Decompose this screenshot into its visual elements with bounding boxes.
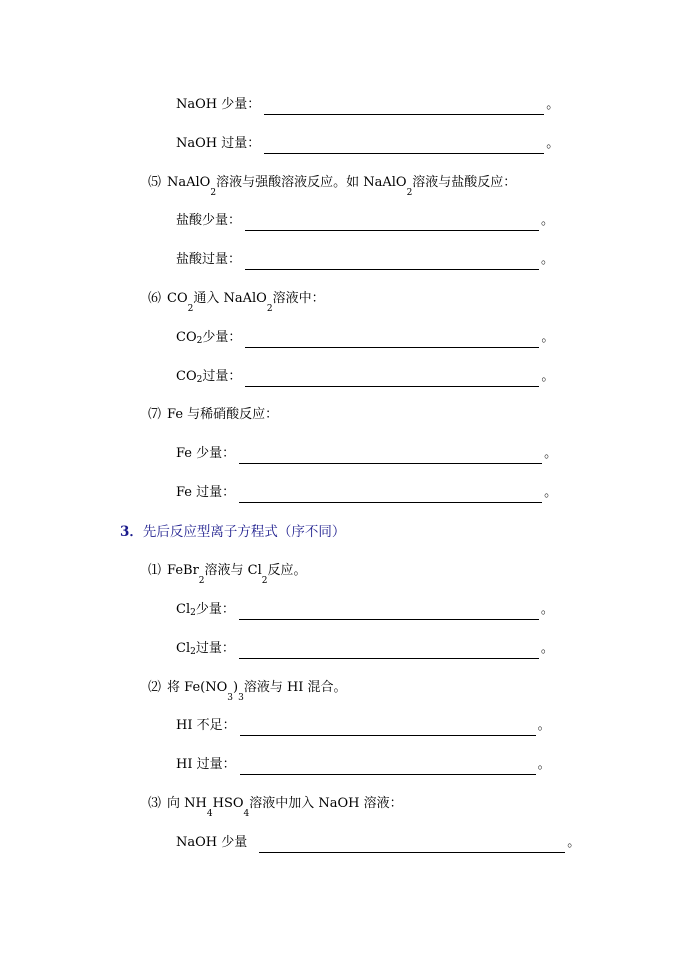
- period: 。: [540, 641, 554, 656]
- label-naoh-few-2: NaOH 少量: [176, 835, 248, 850]
- question-text: 溶液与强酸溶液反应。如 NaAlO: [216, 175, 407, 190]
- answer-line-cl2-excess: [176, 639, 554, 659]
- answer-line-naoh-few-2: [176, 833, 580, 853]
- answer-line-naoh-excess: [176, 134, 559, 154]
- period: 。: [541, 252, 555, 267]
- label-hi-insufficient: HI 不足：: [176, 718, 236, 733]
- question-1: ⑴ FeBr 2 溶液与 Cl 2 反应。: [148, 563, 307, 586]
- period: 。: [540, 602, 554, 617]
- period: 。: [541, 213, 555, 228]
- answer-blank[interactable]: [259, 838, 565, 853]
- answer-blank[interactable]: [245, 372, 539, 387]
- label-hcl-few: 盐酸少量：: [176, 213, 242, 228]
- answer-blank[interactable]: [245, 333, 539, 348]
- label-co2-few: $CO_2$少量：: [176, 330, 242, 346]
- answer-line-hi-insufficient: [176, 716, 551, 736]
- question-number: ⑸: [148, 175, 162, 190]
- answer-blank[interactable]: [239, 449, 542, 464]
- period: 。: [546, 136, 560, 151]
- label-naoh-excess: NaOH 过量：: [176, 136, 261, 151]
- question-text: NaAlO: [167, 175, 211, 190]
- question-number: ⑵: [148, 680, 162, 695]
- label-hcl-excess: 盐酸过量：: [176, 252, 242, 267]
- question-text: CO: [167, 291, 188, 306]
- answer-line-co2-excess: [176, 367, 554, 387]
- answer-blank[interactable]: [239, 605, 539, 620]
- answer-line-hcl-excess: [176, 250, 554, 270]
- section-heading-3: [120, 522, 345, 542]
- question-number: ⑺: [148, 407, 162, 422]
- answer-line-fe-few: [176, 444, 557, 464]
- answer-line-cl2-few: [176, 600, 554, 620]
- period: 。: [544, 485, 558, 500]
- answer-blank[interactable]: [239, 488, 542, 503]
- period: 。: [537, 718, 551, 733]
- question-text: 向 NH: [167, 796, 207, 811]
- question-3: ⑶ 向 NH 4 HSO 4 溶液中加入 NaOH 溶液：: [148, 796, 403, 819]
- period: 。: [546, 97, 560, 112]
- question-7: [148, 405, 278, 425]
- question-number: ⑶: [148, 796, 162, 811]
- question-text: ): [233, 680, 239, 695]
- label-cl2-excess: $Cl_2$过量：: [176, 641, 235, 657]
- question-text: 溶液与 HI 混合。: [243, 680, 347, 695]
- question-number: ⑴: [148, 563, 162, 578]
- label-naoh-few: NaOH 少量：: [176, 97, 261, 112]
- period: 。: [544, 446, 558, 461]
- answer-blank[interactable]: [240, 721, 536, 736]
- answer-blank[interactable]: [240, 760, 536, 775]
- answer-line-hcl-few: [176, 211, 554, 231]
- answer-blank[interactable]: [239, 644, 539, 659]
- question-2: ⑵ 将 Fe(NO 3 ) 3 溶液与 HI 混合。: [148, 680, 347, 703]
- question-6: ⑹ CO 2 通入 NaAlO 2 溶液中：: [148, 291, 325, 314]
- period: 。: [567, 835, 581, 850]
- answer-line-hi-excess: [176, 755, 551, 775]
- section-title: 先后反应型离子方程式（序不同）: [142, 524, 346, 540]
- period: 。: [541, 369, 555, 384]
- answer-line-co2-few: [176, 328, 554, 348]
- answer-line-naoh-few: [176, 95, 559, 115]
- question-text: 溶液与 Cl: [204, 563, 262, 578]
- question-text: 溶液与盐酸反应：: [412, 175, 517, 190]
- question-number: ⑹: [148, 291, 162, 306]
- question-text: 反应。: [267, 563, 307, 578]
- answer-blank[interactable]: [245, 216, 539, 231]
- question-text: FeBr: [167, 563, 199, 578]
- answer-blank[interactable]: [245, 255, 539, 270]
- question-text: 溶液中加入 NaOH 溶液：: [249, 796, 403, 811]
- question-text: HSO: [212, 796, 244, 811]
- question-text: Fe 与稀硝酸反应：: [167, 407, 279, 422]
- answer-line-fe-excess: [176, 483, 557, 503]
- label-cl2-few: $Cl_2$少量：: [176, 602, 235, 618]
- period: 。: [541, 330, 555, 345]
- question-text: 通入 NaAlO: [193, 291, 267, 306]
- question-text: 将 Fe(NO: [167, 680, 228, 695]
- answer-blank[interactable]: [264, 139, 544, 154]
- label-fe-excess: Fe 过量：: [176, 485, 236, 500]
- label-co2-excess: $CO_2$过量：: [176, 369, 242, 385]
- label-fe-few: Fe 少量：: [176, 446, 236, 461]
- section-number: 3．: [120, 524, 143, 540]
- question-5: ⑸ NaAlO 2 溶液与强酸溶液反应。如 NaAlO 2 溶液与盐酸反应：: [148, 175, 517, 198]
- label-hi-excess: HI 过量：: [176, 757, 236, 772]
- period: 。: [537, 757, 551, 772]
- answer-blank[interactable]: [264, 100, 544, 115]
- question-text: 溶液中：: [272, 291, 325, 306]
